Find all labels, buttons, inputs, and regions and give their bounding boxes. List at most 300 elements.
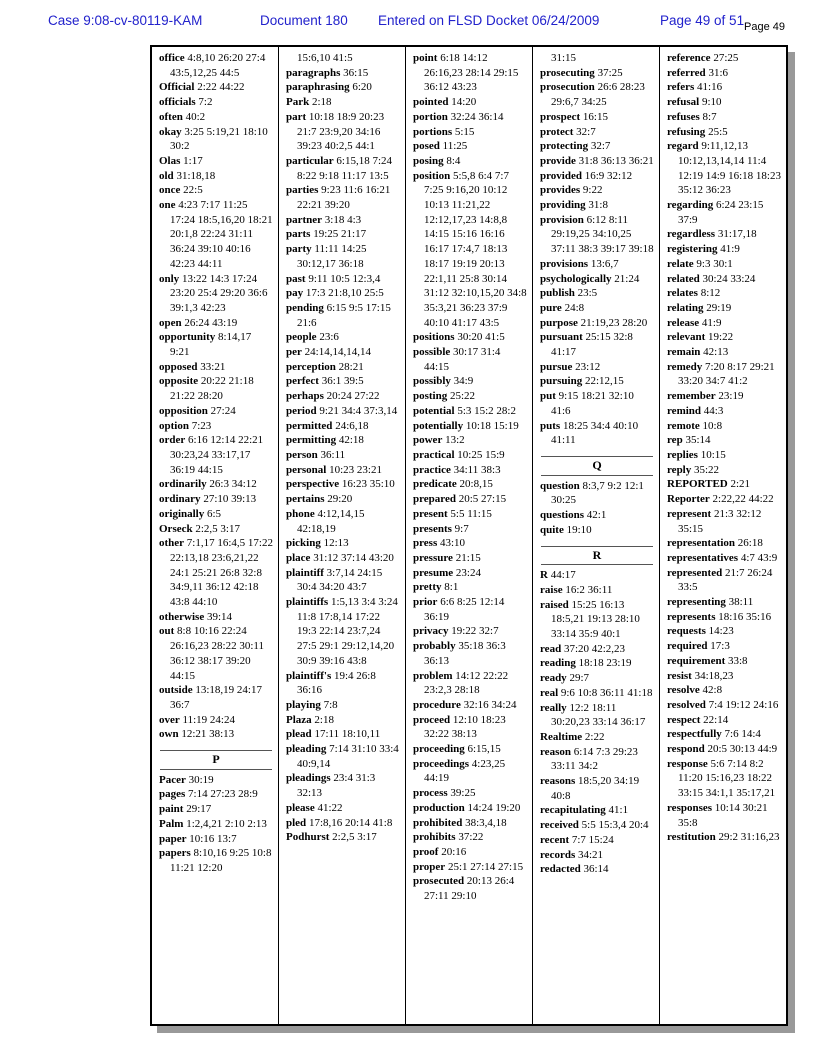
index-entry: regardless 31:17,18	[667, 228, 757, 241]
index-entry: representation 26:18	[667, 537, 763, 550]
letter-section-header	[541, 546, 653, 566]
index-entry: pertains 29:20	[286, 493, 353, 506]
index-entry: Reporter 2:22,22 44:22	[667, 493, 774, 506]
index-term: Podhurst	[286, 831, 330, 844]
index-term: plaintiff	[286, 566, 324, 579]
index-term: remind	[667, 404, 702, 417]
index-entry: presents 9:7	[413, 522, 469, 535]
index-term: particular	[286, 154, 334, 167]
index-entry: possibly 34:9	[413, 375, 474, 388]
index-term: reason	[540, 745, 571, 758]
index-entry: publish 23:5	[540, 287, 598, 300]
index-term: over	[159, 713, 180, 726]
index-term: really	[540, 701, 567, 714]
index-entry: relating 29:19	[667, 301, 732, 314]
index-entry: party 11:11 14:25 30:12,17 36:18	[286, 243, 367, 270]
index-term: proceed	[413, 713, 451, 726]
index-entry: proper 25:1 27:14 27:15	[413, 860, 524, 873]
index-term: posting	[413, 390, 448, 403]
index-term: resolved	[667, 698, 706, 711]
index-entry: posting 25:22	[413, 390, 476, 403]
index-entry: plaintiff's 19:4 26:8 36:16	[286, 669, 376, 697]
index-entry: providing 31:8	[540, 199, 608, 212]
index-term: past	[286, 272, 306, 285]
index-entry: restitution 29:2 31:16,23	[667, 831, 780, 844]
index-entry: please 41:22	[286, 801, 343, 814]
index-entry: playing 7:8	[286, 698, 338, 711]
index-term: referred	[667, 66, 706, 79]
index-term: proceeding	[413, 743, 465, 756]
index-term: refuses	[667, 110, 700, 123]
index-entry: reference 27:25	[667, 52, 739, 64]
index-term: permitted	[286, 419, 333, 432]
index-entry: replies 10:15	[667, 448, 726, 461]
index-term: quite	[540, 523, 564, 536]
index-term: prosecution	[540, 81, 595, 94]
index-term: perception	[286, 360, 336, 373]
index-term: proof	[413, 845, 439, 858]
index-entry: problem 14:12 22:22 23:2,3 28:18	[413, 669, 509, 697]
index-entry: representatives 4:7 43:9	[667, 551, 778, 564]
index-entry: ready 29:7	[540, 672, 589, 685]
index-entry: raised 15:25 16:13 18:5,21 19:13 28:10 33:14 35:9 40:1	[540, 598, 640, 641]
index-entry: respectfully 7:6 14:4	[667, 728, 761, 741]
index-entry: personal 10:23 23:21	[286, 463, 382, 476]
index-entry: provisions 13:6,7	[540, 257, 619, 270]
document-number: Document 180	[260, 13, 348, 28]
section-letter: P	[212, 752, 220, 767]
index-entry: practice 34:11 38:3	[413, 463, 501, 476]
index-term: point	[413, 52, 438, 64]
index-entry: required 17:3	[667, 640, 730, 653]
index-entry: power 13:2	[413, 434, 465, 447]
index-entry: reply 35:22	[667, 463, 720, 476]
index-entry: opposed 33:21	[159, 360, 226, 373]
index-term: responses	[667, 801, 713, 814]
index-term: pretty	[413, 581, 442, 594]
index-term: parties	[286, 184, 319, 197]
index-term: Pacer	[159, 773, 186, 786]
index-term: press	[413, 537, 438, 550]
index-entry: posing 8:4	[413, 154, 461, 167]
index-column-2	[278, 47, 405, 1024]
page-stamp: Page 49	[744, 21, 785, 33]
index-term: requests	[667, 625, 706, 638]
index-term: place	[286, 551, 311, 564]
index-entry: parts 19:25 21:17	[286, 228, 367, 241]
section-letter: Q	[592, 457, 602, 472]
index-entry: okay 3:25 5:19,21 18:10 30:2	[159, 125, 268, 153]
index-term: open	[159, 316, 182, 329]
index-term: pleading	[286, 743, 327, 756]
index-entry: pursue 23:12	[540, 360, 601, 373]
index-term: reference	[667, 52, 711, 64]
index-term: required	[667, 640, 708, 653]
index-entry: part 10:18 18:9 20:23 21:7 23:9,20 34:16 39:23 40:2,5 44:1	[286, 110, 385, 153]
index-entry: remember 23:19	[667, 390, 744, 403]
index-term: Olas	[159, 154, 181, 167]
index-term: prior	[413, 596, 438, 609]
index-entry: prosecution 26:6 28:23 29:6,7 34:25	[540, 81, 645, 109]
index-term: prosecuting	[540, 66, 595, 79]
index-entry: read 37:20 42:2,23	[540, 642, 626, 655]
index-entry: pursuing 22:12,15	[540, 375, 624, 388]
index-term: posing	[413, 154, 444, 167]
index-column-5	[659, 47, 786, 1024]
index-term: opposite	[159, 375, 199, 388]
index-term: relates	[667, 287, 698, 300]
index-term: plaintiffs	[286, 596, 329, 609]
index-entry: provided 16:9 32:12	[540, 169, 633, 182]
index-term: perspective	[286, 478, 340, 491]
index-term: raise	[540, 583, 563, 596]
index-entry: originally 6:5	[159, 507, 222, 520]
section-letter: R	[592, 547, 602, 562]
index-entry: plead 17:11 18:10,11	[286, 728, 381, 741]
index-entry: pages 7:14 27:23 28:9	[159, 788, 258, 801]
index-entry: opposition 27:24	[159, 404, 236, 417]
index-entry: process 39:25	[413, 787, 476, 800]
index-term: possible	[413, 346, 451, 359]
index-entry: open 26:24 43:19	[159, 316, 238, 329]
index-entry: own 12:21 38:13	[159, 728, 235, 741]
index-term: problem	[413, 669, 453, 682]
index-term: practice	[413, 463, 451, 476]
index-term: representatives	[667, 551, 739, 564]
index-term: practical	[413, 448, 455, 461]
index-entry: pure 24:8	[540, 301, 585, 314]
index-entry: reading 18:18 23:19	[540, 657, 632, 670]
page-number: Page 49 of 51	[660, 13, 745, 28]
section-divider-line	[160, 769, 272, 770]
index-term: provisions	[540, 257, 589, 270]
index-term: reply	[667, 463, 692, 476]
index-entry: relevant 19:22	[667, 331, 734, 344]
index-entry: represented 21:7 26:24 33:5	[667, 566, 773, 594]
index-entry: response 5:6 7:14 8:2 11:20 15:16,23 18:22 33:15 34:1,1 35:17,21	[667, 757, 776, 800]
index-entry: responses 10:14 30:21 35:8	[667, 801, 768, 829]
index-term: provision	[540, 213, 584, 226]
index-term: predicate	[413, 478, 457, 491]
entry-continuation: 15:6,10 41:5	[297, 52, 353, 64]
index-entry: perception 28:21	[286, 360, 364, 373]
index-entry: prosecuting 37:25	[540, 66, 623, 79]
index-entry: pleadings 23:4 31:3 32:13	[286, 772, 376, 800]
index-term: paraphrasing	[286, 81, 350, 94]
index-term: Orseck	[159, 522, 193, 535]
index-entry: prosecuted 20:13 26:4 27:11 29:10	[413, 875, 515, 903]
index-entry: perspective 16:23 35:10	[286, 478, 395, 491]
index-column-3	[405, 47, 532, 1024]
index-term: provided	[540, 169, 582, 182]
index-term: other	[159, 537, 185, 550]
index-term: put	[540, 390, 556, 403]
index-term: potentially	[413, 419, 464, 432]
index-term: pursue	[540, 360, 573, 373]
index-entry: psychologically 21:24	[540, 272, 640, 285]
index-entry: probably 35:18 36:3 36:13	[413, 640, 506, 667]
index-term: possibly	[413, 375, 451, 388]
index-entry: remain 42:13	[667, 346, 729, 359]
index-entry: other 7:1,17 16:4,5 17:22 22:13,18 23:6,21,22 24:1 25:21 26:8 32:8 34:9,11 36:12 42:18 43:8 44:10	[159, 537, 273, 609]
index-entry: outside 13:18,19 24:17 36:7	[159, 684, 262, 711]
index-entry: plaintiffs 1:5,13 3:4 3:24 11:8 17:8,14 17:22 19:3 22:14 23:7,24 27:5 29:1 29:12,14,20 30:9 39:16 43:8	[286, 596, 398, 667]
index-entry: option 7:23	[159, 419, 212, 432]
index-entry: paper 10:16 13:7	[159, 832, 237, 845]
index-term: pending	[286, 301, 324, 314]
index-term: once	[159, 184, 181, 197]
index-term: proceedings	[413, 757, 470, 770]
index-entry: present 5:5 11:15	[413, 507, 492, 520]
index-term: Plaza	[286, 713, 312, 726]
index-term: relate	[667, 257, 694, 270]
index-term: represent	[667, 507, 712, 520]
word-index-table	[150, 45, 788, 1026]
index-term: REPORTED	[667, 478, 728, 491]
index-term: posed	[413, 140, 440, 153]
index-term: read	[540, 642, 562, 655]
index-entry: office 4:8,10 26:20 27:4 43:5,12,25 44:5	[159, 52, 266, 79]
index-entry: records 34:21	[540, 848, 604, 861]
index-term: perfect	[286, 375, 319, 388]
index-term: reasons	[540, 775, 576, 788]
index-term: one	[159, 199, 176, 212]
index-term: prohibits	[413, 831, 456, 844]
index-entry: recapitulating 41:1	[540, 804, 629, 817]
index-term: proper	[413, 860, 446, 873]
index-term: pertains	[286, 493, 325, 506]
index-entry: portion 32:24 36:14	[413, 110, 504, 123]
index-term: paper	[159, 832, 187, 845]
index-entry: Palm 1:2,4,21 2:10 2:13	[159, 817, 267, 830]
index-entry: quite 19:10	[540, 523, 592, 536]
index-entry: represent 21:3 32:12 35:15	[667, 507, 762, 535]
index-entry: plaintiff 3:7,14 24:15 30:4 34:20 43:7	[286, 566, 383, 594]
index-entry: positions 30:20 41:5	[413, 331, 505, 344]
index-term: ordinarily	[159, 478, 207, 491]
index-entry: remedy 7:20 8:17 29:21 33:20 34:7 41:2	[667, 360, 775, 388]
index-entry: predicate 20:8,15	[413, 478, 493, 491]
index-term: process	[413, 787, 448, 800]
index-entry: Park 2:18	[286, 96, 332, 109]
index-entry: paragraphs 36:15	[286, 66, 369, 79]
index-entry: permitted 24:6,18	[286, 419, 369, 432]
index-entry: pay 17:3 21:8,10 25:5	[286, 287, 384, 300]
index-entry: resolved 7:4 19:12 24:16	[667, 698, 779, 711]
index-entry: remind 44:3	[667, 404, 724, 417]
index-term: pressure	[413, 551, 453, 564]
index-entry: phone 4:12,14,15 42:18,19	[286, 507, 365, 535]
index-term: respect	[667, 713, 701, 726]
index-term: refusing	[667, 125, 706, 138]
index-entry: resolve 42:8	[667, 684, 723, 697]
index-term: provide	[540, 154, 576, 167]
index-entry: picking 12:13	[286, 537, 349, 550]
index-term: production	[413, 801, 465, 814]
index-entry: paint 29:17	[159, 803, 212, 816]
index-entry: over 11:19 24:24	[159, 713, 235, 726]
index-entry: regard 9:11,12,13 10:12,13,14,14 11:4 12:19 14:9 16:18 18:23 35:12 36:23	[667, 140, 781, 197]
index-entry: refuses 8:7	[667, 110, 717, 123]
index-term: paragraphs	[286, 66, 341, 79]
index-entry: Olas 1:17	[159, 154, 203, 167]
index-term: portion	[413, 110, 448, 123]
index-entry: pled 17:8,16 20:14 41:8	[286, 816, 393, 829]
index-entry: pretty 8:1	[413, 581, 459, 594]
index-term: potential	[413, 404, 455, 417]
index-term: records	[540, 848, 576, 861]
index-entry: pleading 7:14 31:10 33:4 40:9,14	[286, 743, 399, 770]
index-term: pled	[286, 816, 307, 829]
index-term: office	[159, 52, 185, 64]
index-entry: protecting 32:7	[540, 140, 611, 153]
index-entry: perfect 36:1 39:5	[286, 375, 364, 388]
index-entry: opposite 20:22 21:18 21:22 28:20	[159, 375, 254, 403]
index-term: pure	[540, 301, 562, 314]
index-term: represents	[667, 610, 716, 623]
index-entry: refusal 9:10	[667, 96, 722, 109]
index-entry: privacy 19:22 32:7	[413, 625, 499, 638]
index-entry: resist 34:18,23	[667, 669, 734, 682]
case-number: Case 9:08-cv-80119-KAM	[48, 13, 203, 28]
index-term: resolve	[667, 684, 700, 697]
index-entry: production 14:24 19:20	[413, 801, 521, 814]
index-term: parts	[286, 228, 311, 241]
index-term: positions	[413, 331, 455, 344]
index-entry: one 4:23 7:17 11:25 17:24 18:5,16,20 18:21 20:1,8 22:24 31:11 36:24 39:10 40:16 42:23 44:11	[159, 199, 273, 270]
index-term: refusal	[667, 96, 700, 109]
index-entry: person 36:11	[286, 448, 346, 461]
index-term: rep	[667, 434, 683, 447]
index-entry: proceeding 6:15,15	[413, 743, 501, 756]
index-term: pages	[159, 788, 186, 801]
index-entry: paraphrasing 6:20	[286, 81, 372, 94]
index-entry: respond 20:5 30:13 44:9	[667, 743, 778, 756]
index-term: Reporter	[667, 493, 710, 506]
index-term: presents	[413, 522, 452, 535]
index-entry: only 13:22 14:3 17:24 23:20 25:4 29:20 36:6 39:1,3 42:23	[159, 272, 268, 314]
index-entry: respect 22:14	[667, 713, 729, 726]
index-term: probably	[413, 640, 456, 653]
index-term: Palm	[159, 817, 184, 830]
index-entry: pressure 21:15	[413, 551, 481, 564]
index-term: playing	[286, 698, 321, 711]
index-term: respond	[667, 743, 705, 756]
index-entry: prepared 20:5 27:15	[413, 493, 507, 506]
index-term: per	[286, 346, 302, 359]
index-term: relevant	[667, 331, 706, 344]
index-entry: ordinarily 26:3 34:12	[159, 478, 257, 491]
index-entry: pending 6:15 9:5 17:15 21:6	[286, 301, 391, 329]
index-entry: otherwise 39:14	[159, 610, 233, 623]
index-entry: pursuant 25:15 32:8 41:17	[540, 331, 633, 359]
index-term: remain	[667, 346, 701, 359]
index-entry: papers 8:10,16 9:25 10:8 11:21 12:20	[159, 847, 272, 874]
index-entry: particular 6:15,18 7:24 8:22 9:18 11:17 13:5	[286, 154, 393, 182]
index-term: release	[667, 316, 700, 329]
index-entry: purpose 21:19,23 28:20	[540, 316, 648, 329]
index-entry: prior 6:6 8:25 12:14 36:19	[413, 596, 505, 623]
index-term: procedure	[413, 698, 461, 711]
index-term: papers	[159, 847, 191, 860]
index-term: respectfully	[667, 728, 722, 741]
index-entry: potential 5:3 15:2 28:2	[413, 404, 516, 417]
index-entry: relate 9:3 30:1	[667, 257, 733, 270]
index-term: representation	[667, 537, 736, 550]
index-term: remember	[667, 390, 716, 403]
index-term: recent	[540, 833, 570, 846]
index-term: R	[540, 569, 548, 582]
index-entry: prospect 16:15	[540, 110, 608, 123]
index-term: raised	[540, 598, 569, 611]
index-term: out	[159, 625, 175, 638]
index-term: restitution	[667, 831, 716, 844]
index-term: personal	[286, 463, 327, 476]
index-entry: put 9:15 18:21 32:10 41:6	[540, 390, 634, 417]
index-entry: old 31:18,18	[159, 169, 216, 182]
docket-entered-date: Entered on FLSD Docket 06/24/2009	[378, 13, 600, 28]
index-entry: point 6:18 14:12 26:16,23 28:14 29:15 36:12 43:23	[413, 52, 519, 94]
index-entry: parties 9:23 11:6 16:21 22:21 39:20	[286, 184, 391, 212]
index-term: opposition	[159, 404, 208, 417]
index-entry: ordinary 27:10 39:13	[159, 493, 257, 506]
index-entry: perhaps 20:24 27:22	[286, 390, 380, 403]
index-entry: position 5:5,8 6:4 7:7 7:25 9:16,20 10:12 10:13 11:21,22 12:12,17,23 14:8,8 14:15 15:16 16:16 16:17 17:4,7 18:13 18:17 19:19 20:13 22:1,11 25:8 30:14 31:12 32:10,15,20 34:8 35:3,21 36:23 37:9 40:10 41:17 43:5	[413, 169, 527, 329]
index-term: opposed	[159, 360, 198, 373]
index-term: redacted	[540, 863, 581, 876]
index-term: question	[540, 479, 580, 492]
index-term: purpose	[540, 316, 578, 329]
index-entry: puts 18:25 34:4 40:10 41:11	[540, 419, 639, 447]
index-term: resist	[667, 669, 692, 682]
letter-section-header	[541, 456, 653, 476]
index-term: plaintiff's	[286, 669, 332, 682]
index-entry: provides 9:22	[540, 184, 603, 197]
index-entry: regarding 6:24 23:15 37:9	[667, 199, 764, 226]
index-term: prospect	[540, 110, 581, 123]
index-term: replies	[667, 448, 698, 461]
index-term: originally	[159, 507, 205, 520]
index-term: ordinary	[159, 493, 201, 506]
index-entry: referred 31:6	[667, 66, 728, 79]
index-entry: portions 5:15	[413, 125, 475, 138]
section-divider-line	[541, 475, 653, 476]
index-term: response	[667, 757, 708, 770]
index-term: option	[159, 419, 189, 432]
index-entry: per 24:14,14,14,14	[286, 346, 371, 359]
index-term: requirement	[667, 654, 726, 667]
index-entry: reasons 18:5,20 34:19 40:8	[540, 775, 640, 802]
index-term: remote	[667, 419, 700, 432]
index-term: paint	[159, 803, 184, 816]
index-term: old	[159, 169, 174, 182]
index-entry: protect 32:7	[540, 125, 596, 138]
index-term: people	[286, 331, 317, 344]
index-entry: refusing 25:5	[667, 125, 728, 138]
index-entry: really 12:2 18:11 30:20,23 33:14 36:17	[540, 701, 646, 729]
index-column-1	[152, 47, 278, 1024]
index-term: portions	[413, 125, 453, 138]
index-entry: Official 2:22 44:22	[159, 81, 245, 94]
index-term: refers	[667, 81, 695, 94]
index-entry: possible 30:17 31:4 44:15	[413, 346, 501, 373]
index-entry: remote 10:8	[667, 419, 723, 432]
index-entry: often 40:2	[159, 110, 206, 123]
index-term: protecting	[540, 140, 589, 153]
index-term: publish	[540, 287, 575, 300]
index-entry: reason 6:14 7:3 29:23 33:11 34:2	[540, 745, 638, 773]
index-term: presume	[413, 566, 454, 579]
